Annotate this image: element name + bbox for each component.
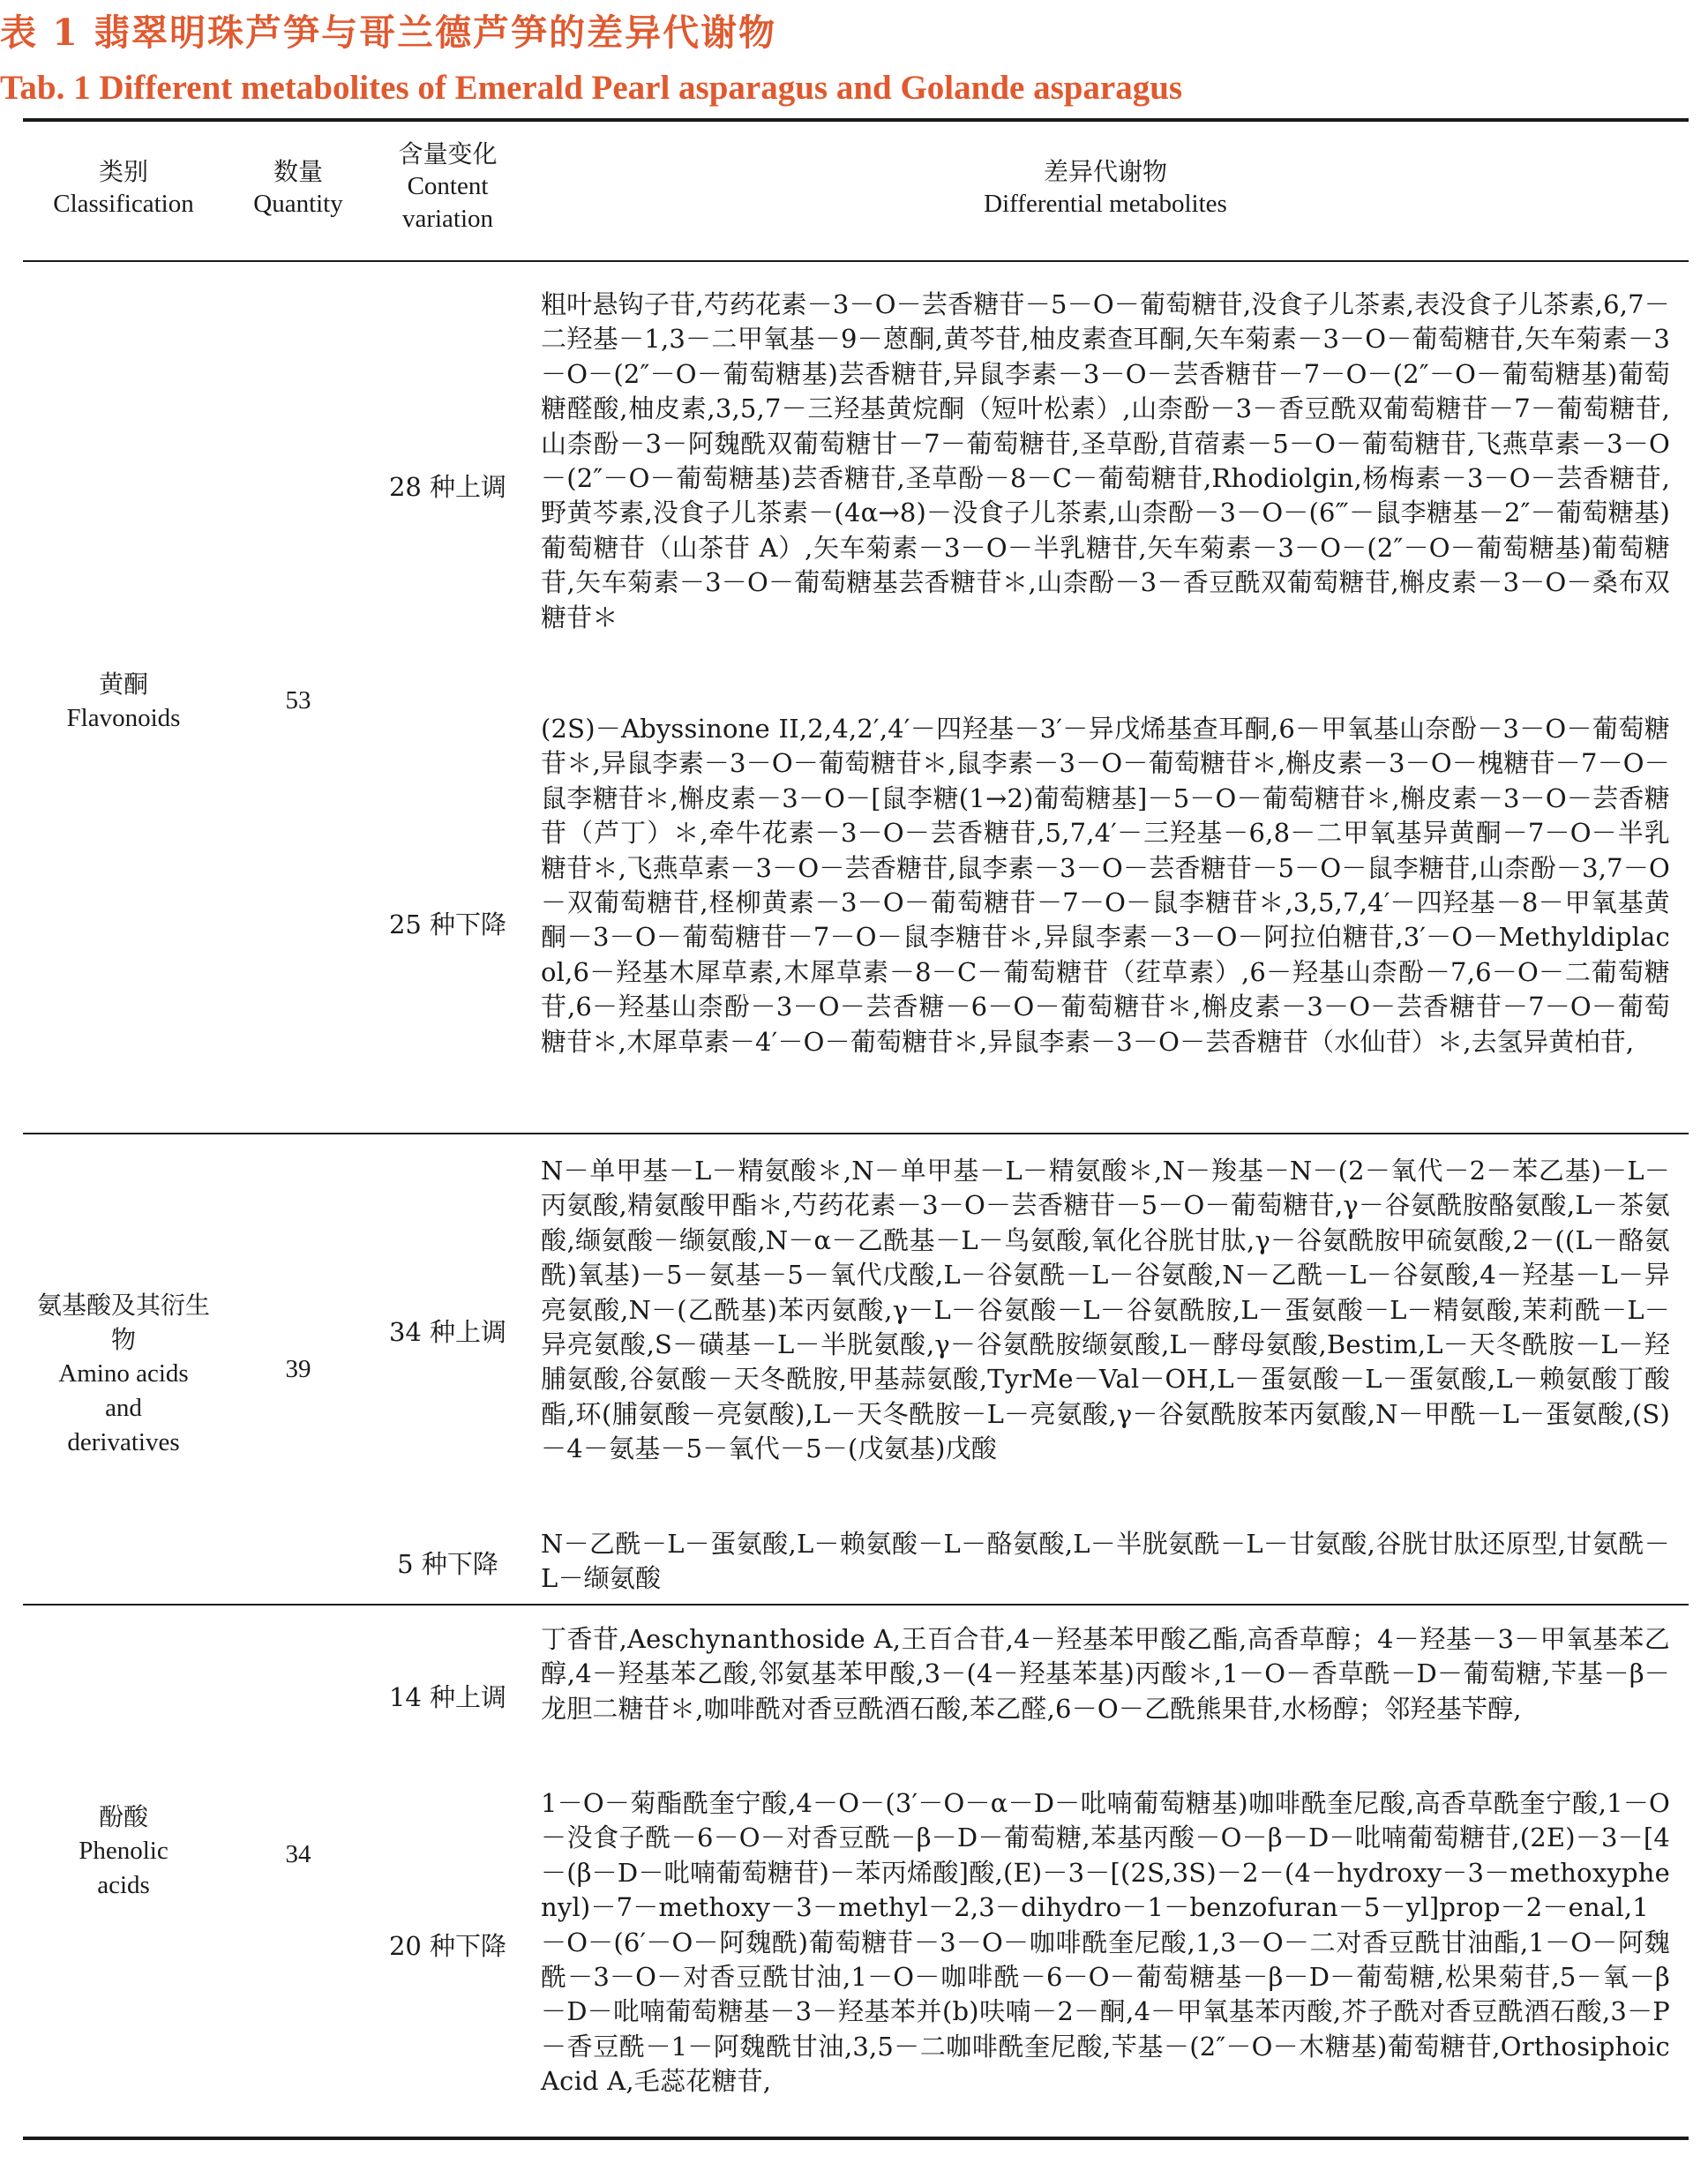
header-quantity-cn: 数量 [273, 157, 323, 186]
top-rule [23, 118, 1689, 122]
class-amino-acids-en1: Amino acids [58, 1359, 189, 1388]
header-classification [35, 155, 212, 221]
variation-flavonoids-up: 28 种上调 [388, 472, 507, 502]
header-content-variation [371, 138, 525, 236]
metabolites-phenolic-down: 1－O－菊酯酰奎宁酸,4－O－(3′－O－α－D－吡喃葡萄糖基)咖啡酰奎尼酸,高香草酰奎宁酸,1－O－没食子酰－6－O－对香豆酰－β－D－葡萄糖,苯基丙酸－O－β－D－吡喃葡萄糖苷,(2E)－3－[4－(β－D－吡喃葡萄糖苷)－苯丙烯酸]酸,(E)－3－[(2S,3S)－2－(4－hydroxy－3－methoxyphenyl)－7－methoxy－3－methyl－2,3－dihydro－1－benzofuran－5－yl]prop－2－enal,1－O－(6′－O－阿魏酰)葡萄糖苷－3－O－咖啡酰奎尼酸,1,3－O－二对香豆酰甘油酯,1－O－阿魏酰－3－O－对香豆酰甘油,1－O－咖啡酰－6－O－葡萄糖基－β－D－葡萄糖,松果菊苷,5－氧－β－D－吡喃葡萄糖基－3－羟基苯并(b)呋喃－2－酮,4－甲氧基苯丙酸,芥子酰对香豆酰酒石酸,3－P－香豆酰－1－阿魏酰甘油,3,5－二咖啡酰奎尼酸,苄基－(2″－O－木糖基)葡萄糖苷,Orthosiphoic Acid A,毛蕊花糖苷, [541, 1788, 1670, 2097]
table-title-chinese: 表 1 翡翠明珠芦笋与哥兰德芦笋的差异代谢物 [0, 11, 777, 54]
class-phenolic-acids [35, 1800, 212, 1903]
metabolites-flavonoids-up: 粗叶悬钩子苷,芍药花素－3－O－芸香糖苷－5－O－葡萄糖苷,没食子儿茶素,表没食子儿茶素,6,7－二羟基－1,3－二甲氧基－9－蒽酮,黄芩苷,柚皮素查耳酮,矢车菊素－3－O－葡萄糖苷,矢车菊素－3－O－(2″－O－葡萄糖基)芸香糖苷,异鼠李素－3－O－芸香糖苷－7－O－(2″－O－葡萄糖基)葡萄糖醛酸,柚皮素,3,5,7－三羟基黄烷酮（短叶松素）,山柰酚－3－香豆酰双葡萄糖苷－7－葡萄糖苷,山柰酚－3－阿魏酰双葡萄糖甘－7－葡萄糖苷,圣草酚,苜蓿素－5－O－葡萄糖苷,飞燕草素－3－O－(2″－O－葡萄糖基)芸香糖苷,圣草酚－8－C－葡萄糖苷,Rhodiolgin,杨梅素－3－O－芸香糖苷,野黄芩素,没食子儿茶素－(4α→8)－没食子儿茶素,山柰酚－3－O－(6‴－鼠李糖基－2″－葡萄糖基)葡萄糖苷（山茶苷 A）,矢车菊素－3－O－半乳糖苷,矢车菊素－3－O－(2″－O－葡萄糖基)葡萄糖苷,矢车菊素－3－O－葡萄糖基芸香糖苷＊,山柰酚－3－香豆酰双葡萄糖苷,槲皮素－3－O－桑布双糖苷＊ [541, 289, 1670, 632]
group-rule-2 [23, 1604, 1689, 1605]
header-variation-en2: variation [401, 205, 494, 233]
class-phenolic-acids-en1: Phenolic [79, 1837, 169, 1865]
header-metabolites [541, 155, 1670, 221]
quantity-amino-acids: 39 [285, 1355, 311, 1383]
header-classification-en: Classification [53, 190, 194, 218]
metabolites-amino-acids-down: N－乙酰－L－蛋氨酸,L－赖氨酸－L－酪氨酸,L－半胱氨酰－L－甘氨酸,谷胱甘肽还原型,甘氨酰－L－缬氨酸 [541, 1529, 1670, 1594]
variation-amino-acids-down: 5 种下降 [397, 1549, 498, 1579]
class-amino-acids-en3: derivatives [67, 1428, 180, 1456]
class-amino-acids-en2: and [105, 1394, 142, 1422]
metabolites-amino-acids-up: N－单甲基－L－精氨酸＊,N－单甲基－L－精氨酸＊,N－羧基－N－(2－氧代－2－苯乙基)－L－丙氨酸,精氨酸甲酯＊,芍药花素－3－O－芸香糖苷－5－O－葡萄糖苷,γ－谷氨酰胺酪氨酸,L－茶氨酸,缬氨酸－缬氨酸,N－α－乙酰基－L－鸟氨酸,氧化谷胱甘肽,γ－谷氨酰胺甲硫氨酸,2－((L－酪氨酰)氧基)－5－氨基－5－氧代戊酸,L－谷氨酰－L－谷氨酸,N－乙酰－L－谷氨酸,4－羟基－L－异亮氨酸,N－(乙酰基)苯丙氨酸,γ－L－谷氨酸－L－谷氨酰胺,L－蛋氨酸－L－精氨酸,茉莉酰－L－异亮氨酸,S－磺基－L－半胱氨酸,γ－谷氨酰胺缬氨酸,L－酵母氨酸,Bestim,L－天冬酰胺－L－羟脯氨酸,谷氨酸－天冬酰胺,甲基蒜氨酸,TyrMe－Val－OH,L－蛋氨酸－L－蛋氨酸,L－赖氨酸丁酸酯,环(脯氨酸－亮氨酸),L－天冬酰胺－L－亮氨酸,γ－谷氨酰胺苯丙氨酸,N－甲酰－L－蛋氨酸,(S)－4－氨基－5－氧代－5－(戊氨基)戊酸 [541, 1156, 1670, 1464]
quantity-phenolic-acids: 34 [285, 1840, 311, 1868]
class-phenolic-acids-cn: 酚酸 [98, 1802, 148, 1831]
header-quantity-en: Quantity [253, 190, 343, 218]
bottom-rule [23, 2137, 1689, 2140]
header-metabolites-en: Differential metabolites [984, 190, 1227, 218]
class-phenolic-acids-en2: acids [97, 1871, 150, 1899]
metabolites-flavonoids-down: (2S)－Abyssinone II,2,4,2′,4′－四羟基－3′－异戊烯基查耳酮,6－甲氧基山奈酚－3－O－葡萄糖苷＊,异鼠李素－3－O－葡萄糖苷＊,鼠李素－3－O－葡萄糖苷＊,槲皮素－3－O－槐糖苷－7－O－鼠李糖苷＊,槲皮素－3－O－[鼠李糖(1→2)葡萄糖基]－5－O－葡萄糖苷＊,槲皮素－3－O－芸香糖苷（芦丁）＊,牵牛花素－3－O－芸香糖苷,5,7,4′－三羟基－6,8－二甲氧基异黄酮－7－O－半乳糖苷＊,飞燕草素－3－O－芸香糖苷,鼠李素－3－O－芸香糖苷－5－O－鼠李糖苷,山柰酚－3,7－O－双葡萄糖苷,柽柳黄素－3－O－葡萄糖苷－7－O－鼠李糖苷＊,3,5,7,4′－四羟基－8－甲氧基黄酮－3－O－葡萄糖苷－7－O－鼠李糖苷＊,异鼠李素－3－O－阿拉伯糖苷,3′－O－Methyldiplacol,6－羟基木犀草素,木犀草素－8－C－葡萄糖苷（荭草素）,6－羟基山柰酚－7,6－O－二葡萄糖苷,6－羟基山柰酚－3－O－芸香糖－6－O－葡萄糖苷＊,槲皮素－3－O－芸香糖苷－7－O－葡萄糖苷＊,木犀草素－4′－O－葡萄糖苷＊,异鼠李素－3－O－芸香糖苷（水仙苷）＊,去氢异黄柏苷, [541, 714, 1670, 1057]
class-flavonoids-en: Flavonoids [66, 704, 181, 732]
quantity-flavonoids: 53 [285, 686, 311, 715]
header-quantity [245, 155, 351, 221]
header-metabolites-cn: 差异代谢物 [1043, 157, 1167, 186]
class-amino-acids-cn: 氨基酸及其衍生物 [36, 1291, 210, 1354]
variation-phenolic-down: 20 种下降 [388, 1931, 507, 1961]
class-flavonoids [35, 667, 212, 736]
class-flavonoids-cn: 黄酮 [98, 670, 148, 699]
group-rule-1 [23, 1133, 1689, 1134]
metabolites-phenolic-up: 丁香苷,Aeschynanthoside A,王百合苷,4－羟基苯甲酸乙酯,高香草醇；4－羟基－3－甲氧基苯乙醇,4－羟基苯乙酸,邻氨基苯甲酸,3－(4－羟基苯基)丙酸＊,1－O－香草酰－D－葡萄糖,苄基－β－龙胆二糖苷＊,咖啡酰对香豆酰酒石酸,苯乙醛,6－O－乙酰熊果苷,水杨醇；邻羟基苄醇, [541, 1624, 1670, 1724]
table-title-english: Tab. 1 Different metabolites of Emerald Pearl asparagus and Golande asparagus [0, 69, 1183, 107]
header-classification-cn: 类别 [98, 157, 148, 186]
class-amino-acids [35, 1288, 212, 1460]
header-rule [23, 260, 1689, 262]
variation-flavonoids-down: 25 种下降 [388, 909, 507, 939]
header-variation-en1: Content [407, 172, 489, 200]
variation-amino-acids-up: 34 种上调 [388, 1317, 507, 1347]
header-variation-cn: 含量变化 [398, 139, 498, 168]
variation-phenolic-up: 14 种上调 [388, 1682, 507, 1712]
